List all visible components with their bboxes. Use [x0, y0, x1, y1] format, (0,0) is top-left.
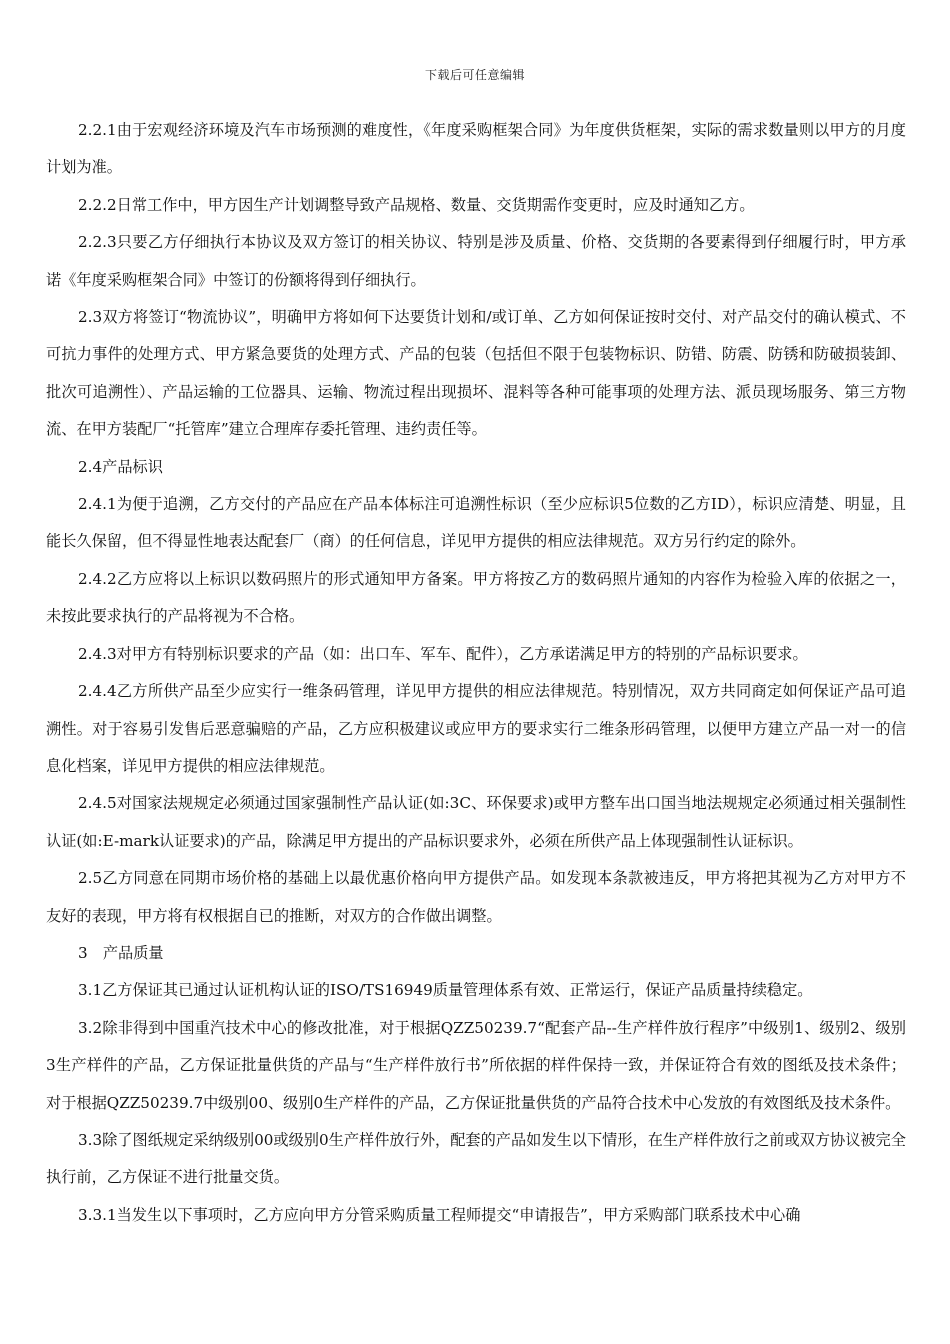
paragraph-2-4-2: 2.4.2乙方应将以上标识以数码照片的形式通知甲方备案。甲方将按乙方的数码照片通知的内容作为检验入库的依据之一，未按此要求执行的产品将视为不合格。 — [46, 569, 906, 626]
paragraph-3-2: 3.2除非得到中国重汽技术中心的修改批准，对于根据QZZ50239.7“配套产品--生产样件放行程序”中级别1、级别2、级别3生产样件的产品，乙方保证批量供货的产品与“生产样件放行书”所依据的样件保持一致，并保证符合有效的图纸及技术条件；对于根据QZZ50239.7中级别00、级别0生产样件的产品，乙方保证批量供货的产品符合技术中心发放的有效图纸及技术条件。 — [46, 1018, 906, 1112]
paragraph-2-2-3: 2.2.3只要乙方仔细执行本协议及双方签订的相关协议、特别是涉及质量、价格、交货期的各要素得到仔细履行时，甲方承诺《年度采购框架合同》中签订的份额将得到仔细执行。 — [46, 233, 906, 289]
paragraph-2-4-3: 2.4.3对甲方有特别标识要求的产品（如：出口车、军车、配件），乙方承诺满足甲方的特别的产品标识要求。 — [78, 644, 808, 663]
paragraph-3-3: 3.3除了图纸规定采纳级别00或级别0生产样件放行外，配套的产品如发生以下情形，在生产样件放行之前或双方协议被完全执行前，乙方保证不进行批量交货。 — [46, 1130, 906, 1187]
paragraph-2-5: 2.5乙方同意在同期市场价格的基础上以最优惠价格向甲方提供产品。如发现本条款被违反，甲方将把其视为乙方对甲方不友好的表现，甲方将有权根据自已的推断，对双方的合作做出调整。 — [46, 869, 906, 925]
paragraph-2-4-4: 2.4.4乙方所供产品至少应实行一维条码管理，详见甲方提供的相应法律规范。特别情况，双方共同商定如何保证产品可追溯性。对于容易引发售后恶意骗赔的产品，乙方应积极建议或应甲方的要求实行二维条形码管理，以便甲方建立产品一对一的信息化档案，详见甲方提供的相应法律规范。 — [46, 682, 906, 775]
page-header: 下载后可任意编辑 — [424, 68, 525, 82]
paragraph-2-4-5: 2.4.5对国家法规规定必须通过国家强制性产品认证(如:3C、环保要求)或甲方整车出口国当地法规规定必须通过相关强制性认证(如:E-mark认证要求)的产品，除满足甲方提出的产品标识要求外，必须在所供产品上体现强制性认证标识。 — [46, 794, 906, 850]
paragraph-2-2-2: 2.2.2日常工作中，甲方因生产计划调整导致产品规格、数量、交货期需作变更时，应及时通知乙方。 — [78, 195, 755, 214]
paragraph-2-3: 2.3双方将签订“物流协议”，明确甲方将如何下达要货计划和/或订单、乙方如何保证按时交付、对产品交付的确认模式、不可抗力事件的处理方式、甲方紧急要货的处理方式、产品的包装（包括但不限于包装物标识、防错、防震、防锈和防破损装卸、批次可追溯性）、产品运输的工位器具、运输、物流过程出现损坏、混料等各种可能事项的处理方法、派员现场服务、第三方物流、在甲方装配厂“托管库”建立合理库存委托管理、违约责任等。 — [46, 308, 906, 439]
document-body — [46, 112, 906, 1234]
paragraph-2-2-1: 2.2.1由于宏观经济环境及汽车市场预测的难度性，《年度采购框架合同》为年度供货框架，实际的需求数量则以甲方的月度计划为准。 — [46, 121, 906, 177]
paragraph-2-4-1: 2.4.1为便于追溯，乙方交付的产品应在产品本体标注可追溯性标识（至少应标识5位数的乙方ID），标识应清楚、明显，且能长久保留，但不得显性地表达配套厂（商）的任何信息，详见甲方提供的相应法律规范。双方另行约定的除外。 — [46, 495, 906, 551]
paragraph-3-3-1: 3.3.1当发生以下事项时，乙方应向甲方分管采购质量工程师提交“申请报告”，甲方采购部门联系技术中心确 — [78, 1205, 801, 1224]
paragraph-3-1: 3.1乙方保证其已通过认证机构认证的ISO/TS16949质量管理体系有效、正常运行，保证产品质量持续稳定。 — [78, 981, 813, 1000]
section-heading-3: 3 产品质量 — [78, 943, 164, 962]
section-heading-2-4: 2.4产品标识 — [78, 457, 163, 476]
